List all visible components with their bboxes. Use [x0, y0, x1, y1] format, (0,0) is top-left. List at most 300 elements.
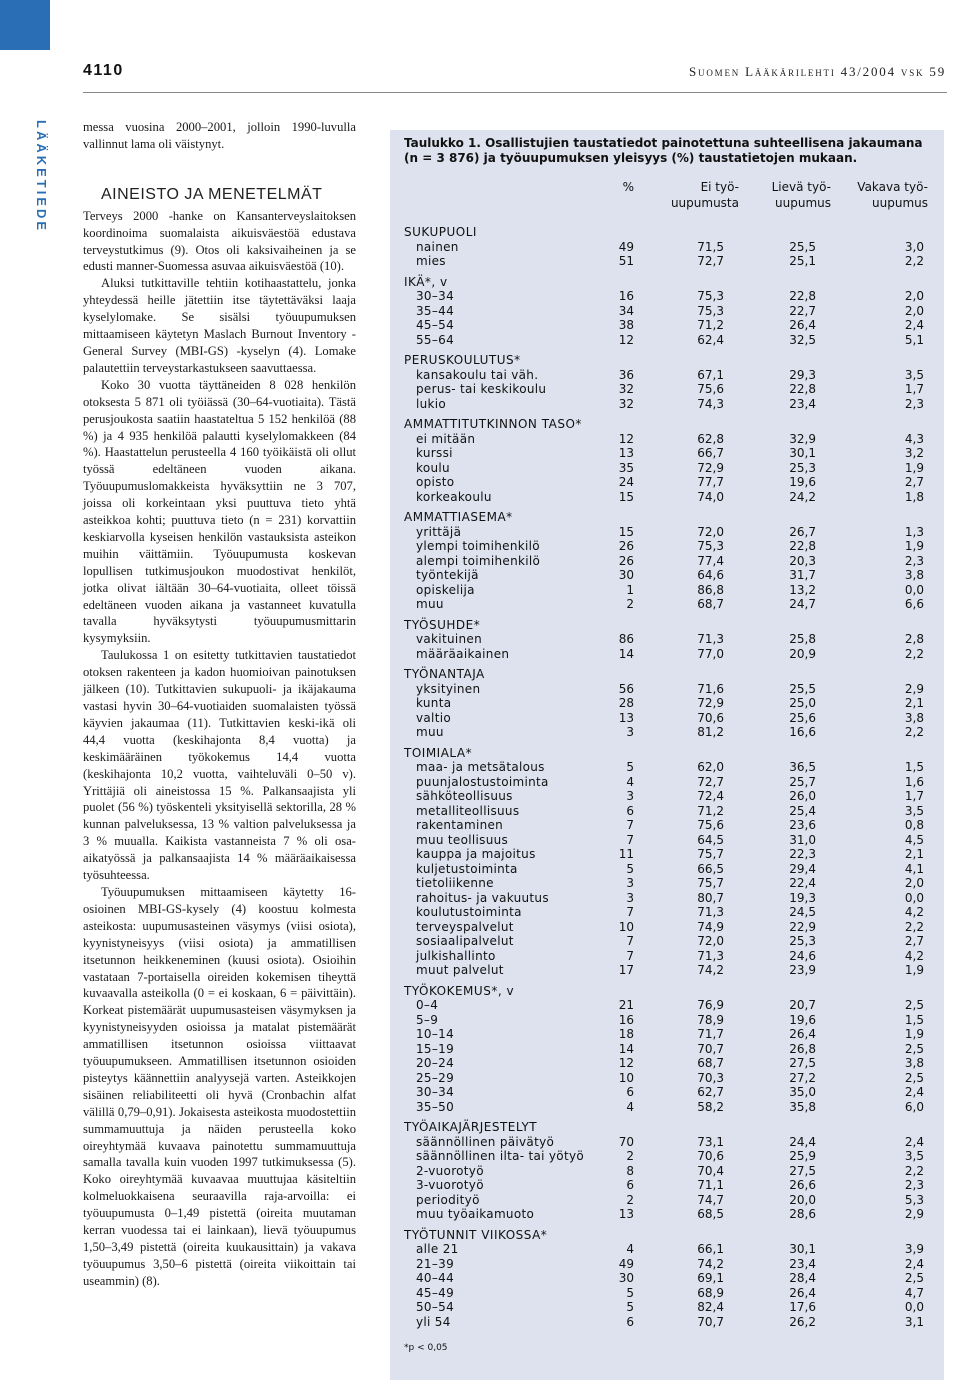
cell-pct: 13 [618, 1207, 634, 1221]
row-label: muu [416, 725, 444, 739]
cell-severe-burnout: 0,0 [904, 890, 924, 905]
row-label: 3-vuorotyö [416, 1178, 484, 1192]
table-row [404, 397, 934, 412]
cell-no-burnout: 77,4 [697, 553, 724, 568]
cell-severe-burnout: 4,2 [904, 905, 924, 919]
table-row [404, 1056, 934, 1071]
cell-severe-burnout: 2,0 [904, 876, 924, 890]
table-row [404, 963, 934, 978]
cell-no-burnout: 64,6 [697, 568, 724, 582]
table-row [404, 554, 934, 569]
cell-pct: 32 [618, 382, 634, 396]
table-row [404, 597, 934, 612]
cell-pct: 6 [626, 1085, 634, 1099]
journal-header: Suomen Lääkärilehti 43/2004 vsk 59 [689, 64, 946, 79]
table-group [404, 984, 934, 1115]
table-row [404, 1135, 934, 1150]
table-row [404, 1013, 934, 1028]
row-label: koulutustoiminta [416, 905, 522, 919]
cell-mild-burnout: 24,6 [789, 948, 816, 963]
cell-severe-burnout: 3,5 [904, 1149, 924, 1163]
cell-pct: 2 [626, 1149, 634, 1163]
table-row [404, 847, 934, 862]
cell-severe-burnout: 2,3 [904, 553, 924, 568]
cell-mild-burnout: 13,2 [789, 582, 816, 597]
row-label: muut palvelut [416, 963, 504, 977]
header-severe-burnout [857, 179, 928, 211]
cell-mild-burnout: 25,6 [789, 710, 816, 725]
cell-pct: 6 [626, 803, 634, 818]
table-group [404, 618, 934, 662]
table-row [404, 1149, 934, 1164]
cell-mild-burnout: 23,6 [789, 818, 816, 832]
table-group [404, 1120, 934, 1222]
cell-mild-burnout: 26,7 [789, 524, 816, 539]
cell-mild-burnout: 25,3 [789, 460, 816, 475]
group-heading: IKÄ*, v [404, 274, 448, 289]
row-label: kurssi [416, 446, 453, 460]
row-label: 55–64 [416, 332, 455, 347]
cell-no-burnout: 86,8 [697, 582, 724, 597]
row-label: 30–34 [416, 1085, 455, 1099]
table-row [404, 682, 934, 697]
cell-severe-burnout: 2,3 [904, 396, 924, 411]
row-label: opiskelija [416, 582, 475, 597]
cell-no-burnout: 71,3 [697, 632, 724, 646]
body-paragraph: Työuupumuksen mittaamiseen käytetty 16-osioinen MBI-GS-kysely (4) koostuu kolmesta asteikosta: uupumusasteinen väsymys (viisi osiota), kyynistyneisyys (viisi osiota) ja ammatillisen itsetunnon heikkeneminen (kuusi osiota). Osioihin vastataan 7-portaisella oireiden kokemisen tiheyttä kuvaavalla asteikolla (0 = ei koskaan, 6 = päivittäin). Korkeat pistemäärät uupumusasteisen väsymyksen ja kyynistyneisyyden osioissa ja matalat pistemäärät ammatillisen itsetunnon osioissa viittaavat työuupumukseen. Ammatillisen itsetunnon osioiden pisteytys käännettiin analyysejä varten. Asteikkojen sisäinen reliabiliteetti oli hyvä (Cronbachin alfat välillä 0,79–0,91). Jokaisesta asteikosta muodostettiin summamuuttuja ja näiden perusteella koko oireyhtymää kuvaava painotettu summamuuttuja samalla tavalla kuin vuoden 1997 tutkimuksessa (5). Koko oireyhtymää kuvaavaa muuttujaa käsiteltiin kolmeluokkaisena seuraavilla raja-arvoilla: ei työuupumusta 0–1,49 pistettä (oireita muutaman kerran vuodessa tai ei lainkaan), lievä työuupumus 1,50–3,49 pistettä (oireita kuukausittain) ja vakava työuupumus 3,50–6 pistettä (oireita viikoittain tai useammin) (8). [83, 884, 356, 1288]
cell-severe-burnout: 2,4 [904, 1085, 924, 1099]
cell-mild-burnout: 29,4 [789, 861, 816, 876]
cell-no-burnout: 70,4 [697, 1163, 724, 1178]
cell-no-burnout: 78,9 [697, 1012, 724, 1027]
cell-mild-burnout: 20,3 [789, 553, 816, 568]
cell-pct: 5 [626, 1285, 634, 1300]
cell-no-burnout: 66,5 [697, 861, 724, 876]
table-header [404, 179, 934, 219]
cell-no-burnout: 62,4 [697, 332, 724, 347]
table-row [404, 475, 934, 490]
cell-mild-burnout: 22,8 [789, 289, 816, 303]
table-row [404, 818, 934, 833]
cell-severe-burnout: 2,7 [904, 934, 924, 948]
cell-severe-burnout: 2,4 [904, 1134, 924, 1149]
cell-severe-burnout: 5,1 [904, 332, 924, 347]
table-row [404, 789, 934, 804]
group-heading: PERUSKOULUTUS* [404, 353, 521, 367]
cell-pct: 26 [618, 553, 634, 568]
table-row [404, 833, 934, 848]
cell-mild-burnout: 19,6 [789, 1012, 816, 1027]
cell-no-burnout: 75,3 [697, 289, 724, 303]
cell-mild-burnout: 26,4 [789, 1027, 816, 1041]
cell-severe-burnout: 2,2 [904, 1163, 924, 1178]
table-row [404, 583, 934, 598]
cell-severe-burnout: 2,9 [904, 681, 924, 696]
cell-severe-burnout: 2,1 [904, 847, 924, 861]
row-label: ylempi toimihenkilö [416, 539, 540, 553]
cell-no-burnout: 66,7 [697, 446, 724, 460]
table-row [404, 368, 934, 383]
cell-mild-burnout: 26,6 [789, 1178, 816, 1192]
table-row [404, 446, 934, 461]
cell-severe-burnout: 2,5 [904, 1271, 924, 1285]
table-row [404, 760, 934, 775]
row-label: vakituinen [416, 632, 482, 646]
cell-no-burnout: 71,3 [697, 948, 724, 963]
table-row [404, 333, 934, 348]
table-row [404, 862, 934, 877]
cell-pct: 3 [626, 890, 634, 905]
cell-no-burnout: 72,0 [697, 934, 724, 948]
corner-color-block [0, 0, 50, 50]
cell-pct: 4 [626, 774, 634, 789]
cell-no-burnout: 71,7 [697, 1027, 724, 1041]
cell-mild-burnout: 25,3 [789, 934, 816, 948]
cell-pct: 7 [626, 948, 634, 963]
cell-severe-burnout: 3,8 [904, 1056, 924, 1070]
row-label: 15–19 [416, 1041, 455, 1056]
row-label: 40–44 [416, 1271, 455, 1285]
cell-pct: 34 [618, 303, 634, 318]
cell-severe-burnout: 0,0 [904, 582, 924, 597]
cell-pct: 6 [626, 1314, 634, 1329]
cell-pct: 51 [618, 254, 634, 268]
cell-no-burnout: 68,7 [697, 597, 724, 611]
cell-mild-burnout: 25,1 [789, 254, 816, 268]
cell-mild-burnout: 24,5 [789, 905, 816, 919]
cell-severe-burnout: 1,5 [904, 760, 924, 774]
header-mild-burnout [772, 179, 831, 211]
cell-mild-burnout: 20,0 [789, 1192, 816, 1207]
cell-no-burnout: 72,4 [697, 789, 724, 803]
cell-pct: 26 [618, 539, 634, 553]
cell-no-burnout: 77,7 [697, 475, 724, 489]
cell-severe-burnout: 5,3 [904, 1192, 924, 1207]
cell-mild-burnout: 16,6 [789, 725, 816, 739]
cell-mild-burnout: 22,8 [789, 382, 816, 396]
row-label: nainen [416, 239, 459, 254]
table-row [404, 998, 934, 1013]
header-mild-burnout-line1: Lievä työ- [771, 180, 831, 194]
table-row [404, 1271, 934, 1286]
cell-severe-burnout: 4,5 [904, 832, 924, 847]
row-label: kuljetustoiminta [416, 861, 518, 876]
row-label: puunjalostustoiminta [416, 774, 549, 789]
cell-no-burnout: 71,1 [697, 1178, 724, 1192]
cell-pct: 5 [626, 760, 634, 774]
row-label: 0–4 [416, 998, 439, 1012]
cell-mild-burnout: 26,2 [789, 1314, 816, 1329]
cell-no-burnout: 70,6 [697, 710, 724, 725]
cell-pct: 5 [626, 861, 634, 876]
cell-mild-burnout: 32,5 [789, 332, 816, 347]
table-row [404, 490, 934, 505]
row-label: muu [416, 597, 444, 611]
cell-severe-burnout: 2,7 [904, 475, 924, 489]
table-row [404, 804, 934, 819]
cell-no-burnout: 58,2 [697, 1099, 724, 1114]
row-label: säännöllinen ilta- tai yötyö [416, 1149, 584, 1163]
cell-severe-burnout: 2,2 [904, 725, 924, 739]
header-severe-burnout-line2: uupumus [872, 196, 928, 210]
cell-severe-burnout: 2,1 [904, 696, 924, 710]
row-label: kunta [416, 696, 452, 710]
row-label: julkishallinto [416, 948, 496, 963]
table-row [404, 1257, 934, 1272]
cell-severe-burnout: 1,9 [904, 1027, 924, 1041]
cell-pct: 30 [618, 568, 634, 582]
cell-no-burnout: 71,2 [697, 318, 724, 332]
table-group [404, 667, 934, 740]
cell-severe-burnout: 2,2 [904, 646, 924, 661]
intro-paragraph: messa vuosina 2000–2001, jolloin 1990-luvulla vallinnut lama oli väistynyt. [83, 120, 356, 151]
cell-severe-burnout: 2,3 [904, 1178, 924, 1192]
cell-mild-burnout: 27,5 [789, 1163, 816, 1178]
cell-mild-burnout: 25,5 [789, 239, 816, 254]
body-paragraph: Koko 30 vuotta täyttäneiden 8 028 henkilön otoksesta 5 871 oli työiässä (30–64-vuotiaita). Tästä perusjoukosta saatiin haastateltua 5 152 henkilöä (88 %) ja 4 935 henkilöä palautti kyselylomakkeen (84 %). Haastattelun perusteella 4 160 työikäistä oli ollut työssä edeltäneen vuoden aikana. Työuupumuslomakkeista hyväksyttiin ne 3 707, joissa oli korkeintaan yksi puuttuva tieto yhtä asteikkoa kohti; puuttuva tieto (n = 231) korvattiin keskiarvolla kyseisen henkilön vastauksista asteikon muihin väittämiin. Työuupumusta koskevan lopullisen tutkimusjoukon muodostivat henkilöt, jotka olivat iältään 30–64-vuotiaita, olleet töissä edeltäneen vuoden aikana ja vastanneet kuvatulla tavalla hyväksytysti työuupumusmittarin kysymyksiin. [83, 377, 356, 646]
cell-severe-burnout: 2,5 [904, 1041, 924, 1056]
cell-mild-burnout: 26,0 [789, 789, 816, 803]
row-label: 10–14 [416, 1027, 455, 1041]
table-row [404, 1071, 934, 1086]
cell-mild-burnout: 28,4 [789, 1271, 816, 1285]
cell-no-burnout: 66,1 [697, 1242, 724, 1256]
row-label: muu työaikamuoto [416, 1207, 535, 1221]
cell-no-burnout: 70,7 [697, 1041, 724, 1056]
cell-no-burnout: 82,4 [697, 1300, 724, 1314]
table-row [404, 775, 934, 790]
row-label: kauppa ja majoitus [416, 847, 536, 861]
cell-no-burnout: 62,8 [697, 431, 724, 446]
group-heading: TOIMIALA* [404, 745, 473, 760]
row-label: määräaikainen [416, 646, 510, 661]
table-row [404, 461, 934, 476]
cell-pct: 4 [626, 1099, 634, 1114]
cell-no-burnout: 74,2 [697, 1256, 724, 1271]
row-label: maa- ja metsätalous [416, 760, 545, 774]
cell-no-burnout: 72,0 [697, 524, 724, 539]
table-row [404, 1286, 934, 1301]
cell-pct: 4 [626, 1242, 634, 1256]
table-body [404, 225, 934, 1329]
table-row [404, 711, 934, 726]
cell-no-burnout: 71,6 [697, 681, 724, 696]
table-group [404, 225, 934, 269]
cell-mild-burnout: 23,4 [789, 1256, 816, 1271]
table-group [404, 510, 934, 612]
cell-mild-burnout: 27,2 [789, 1070, 816, 1085]
cell-severe-burnout: 1,8 [904, 489, 924, 504]
cell-no-burnout: 75,3 [697, 303, 724, 318]
cell-pct: 28 [618, 696, 634, 710]
cell-severe-burnout: 0,8 [904, 818, 924, 832]
table-footnote: *p < 0,05 [404, 1343, 448, 1353]
cell-pct: 7 [626, 832, 634, 847]
row-label: koulu [416, 460, 450, 475]
table-row [404, 647, 934, 662]
cell-no-burnout: 69,1 [697, 1271, 724, 1285]
cell-pct: 3 [626, 876, 634, 890]
table-row [404, 1164, 934, 1179]
cell-mild-burnout: 31,0 [789, 832, 816, 847]
cell-no-burnout: 67,1 [697, 367, 724, 382]
page-number: 4110 [83, 62, 124, 79]
cell-severe-burnout: 1,9 [904, 539, 924, 553]
cell-no-burnout: 70,7 [697, 1314, 724, 1329]
table-panel [390, 130, 944, 1380]
cell-severe-burnout: 3,5 [904, 803, 924, 818]
table-caption: Taulukko 1. Osallistujien taustatiedot painotettuna suhteellisena jakaumana (n = 3 876) ja työuupumuksen yleisyys (%) taustatietojen mukaan. [404, 136, 923, 165]
cell-pct: 38 [618, 318, 634, 332]
group-heading: SUKUPUOLI [404, 225, 477, 239]
cell-severe-burnout: 4,2 [904, 948, 924, 963]
table-group [404, 1228, 934, 1330]
cell-mild-burnout: 31,7 [789, 568, 816, 582]
cell-mild-burnout: 24,4 [789, 1134, 816, 1149]
cell-mild-burnout: 20,9 [789, 646, 816, 661]
cell-mild-burnout: 25,7 [789, 774, 816, 789]
table-row [404, 525, 934, 540]
cell-severe-burnout: 2,4 [904, 318, 924, 332]
header-no-burnout-line1: Ei työ- [700, 180, 739, 194]
table-row [404, 432, 934, 447]
cell-no-burnout: 76,9 [697, 998, 724, 1012]
cell-mild-burnout: 35,8 [789, 1099, 816, 1114]
table-group [404, 417, 934, 504]
cell-pct: 1 [626, 582, 634, 597]
cell-mild-burnout: 23,9 [789, 963, 816, 977]
row-label: yksityinen [416, 681, 481, 696]
table-row [404, 920, 934, 935]
cell-pct: 14 [618, 1041, 634, 1056]
group-heading: TYÖKOKEMUS*, v [404, 983, 515, 998]
cell-no-burnout: 75,3 [697, 539, 724, 553]
cell-severe-burnout: 3,1 [904, 1314, 924, 1329]
cell-pct: 21 [618, 998, 634, 1012]
cell-no-burnout: 77,0 [697, 646, 724, 661]
row-label: alempi toimihenkilö [416, 553, 541, 568]
cell-pct: 13 [618, 446, 634, 460]
cell-mild-burnout: 22,4 [789, 876, 816, 890]
section-heading: AINEISTO JA MENETELMÄT [101, 185, 323, 203]
cell-severe-burnout: 1,9 [904, 963, 924, 977]
cell-mild-burnout: 25,5 [789, 681, 816, 696]
table-row [404, 382, 934, 397]
cell-mild-burnout: 26,8 [789, 1041, 816, 1056]
cell-no-burnout: 62,7 [697, 1085, 724, 1099]
row-label: kansakoulu tai väh. [416, 367, 539, 382]
body-paragraph: Taulukossa 1 on esitetty tutkittavien taustatiedot otoksen rakenteen ja kadon huomioivan painotuksen jälkeen (10). Tutkittavien sukupuoli- ja ikäjakauma vastasi hyvin 30–64-vuotiaiden suomalaisten työssä käyvien jakaumaa (11). Tutkittavien keski-ikä oli 44,4 vuotta (keskihajonta 8,4 vuotta) ja keskimääräinen työkokemus 14,4 vuotta (keskihajonta 10,2 vuotta, vaihteluväli 0–50 v). Yrittäjiä oli aineistossa 15 %. Palkansaajista yli puolet (56 %) työskenteli yksityisellä sektorilla, 28 % kunnan palveluksessa, 13 % valtion palveluksessa ja 3 % muualla. Kaikista vastanneista 7 % oli osa-aikatyössä ja palkansaajista 14 % määräaikaisessa työsuhteessa. [83, 648, 356, 883]
table-row [404, 304, 934, 319]
row-label: 35–44 [416, 303, 455, 318]
body-paragraph: Terveys 2000 -hanke on Kansanterveyslaitoksen koordinoima suomalaista aikuisväestöä edustava terveystutkimus (9). Otos oli kaksivaiheinen ja se edusti manner-Suomessa asuvaa aikuisväestöä (10). [83, 208, 356, 274]
cell-no-burnout: 72,7 [697, 254, 724, 268]
cell-severe-burnout: 1,3 [904, 524, 924, 539]
row-label: 30–34 [416, 289, 455, 303]
cell-pct: 36 [618, 367, 634, 382]
row-label: 45–49 [416, 1285, 455, 1300]
cell-no-burnout: 74,7 [697, 1192, 724, 1207]
cell-no-burnout: 70,6 [697, 1149, 724, 1163]
cell-pct: 86 [618, 632, 634, 646]
table-row [404, 876, 934, 891]
table-row [404, 240, 934, 255]
cell-severe-burnout: 2,2 [904, 254, 924, 268]
cell-no-burnout: 70,3 [697, 1070, 724, 1085]
cell-severe-burnout: 2,0 [904, 289, 924, 303]
cell-pct: 13 [618, 710, 634, 725]
cell-mild-burnout: 25,9 [789, 1149, 816, 1163]
cell-pct: 2 [626, 597, 634, 611]
header-severe-burnout-line1: Vakava työ- [857, 180, 928, 194]
row-label: 20–24 [416, 1056, 455, 1070]
table-row [404, 632, 934, 647]
cell-severe-burnout: 1,7 [904, 382, 924, 396]
cell-no-burnout: 68,5 [697, 1207, 724, 1221]
cell-pct: 3 [626, 789, 634, 803]
table-row [404, 254, 934, 269]
table-row [404, 1027, 934, 1042]
row-label: 25–29 [416, 1070, 455, 1085]
cell-pct: 14 [618, 646, 634, 661]
cell-severe-burnout: 1,5 [904, 1012, 924, 1027]
group-heading: TYÖTUNNIT VIIKOSSA* [404, 1227, 548, 1242]
cell-no-burnout: 68,7 [697, 1056, 724, 1070]
cell-pct: 6 [626, 1178, 634, 1192]
cell-pct: 12 [618, 431, 634, 446]
cell-severe-burnout: 6,0 [904, 1099, 924, 1114]
cell-no-burnout: 72,9 [697, 696, 724, 710]
row-label: 45–54 [416, 318, 455, 332]
cell-pct: 12 [618, 1056, 634, 1070]
row-label: metalliteollisuus [416, 803, 520, 818]
cell-mild-burnout: 17,6 [789, 1300, 816, 1314]
table-row [404, 934, 934, 949]
cell-severe-burnout: 2,2 [904, 919, 924, 934]
section-label: LÄÄKETIEDE [34, 120, 49, 234]
table-row [404, 949, 934, 964]
cell-mild-burnout: 25,8 [789, 632, 816, 646]
cell-mild-burnout: 20,7 [789, 998, 816, 1012]
header-rule [83, 92, 947, 93]
cell-pct: 7 [626, 818, 634, 832]
table-row [404, 1300, 934, 1315]
group-heading: TYÖNANTAJA [404, 667, 485, 681]
cell-mild-burnout: 29,3 [789, 367, 816, 382]
cell-severe-burnout: 1,6 [904, 774, 924, 789]
cell-mild-burnout: 22,7 [789, 303, 816, 318]
cell-pct: 11 [618, 847, 634, 861]
table-group [404, 275, 934, 348]
table-row [404, 539, 934, 554]
cell-no-burnout: 75,7 [697, 876, 724, 890]
table-row [404, 1178, 934, 1193]
cell-mild-burnout: 26,4 [789, 1285, 816, 1300]
table-row [404, 1193, 934, 1208]
header-no-burnout [671, 179, 739, 211]
row-label: säännöllinen päivätyö [416, 1134, 555, 1149]
row-label: lukio [416, 396, 447, 411]
row-label: korkeakoulu [416, 489, 492, 504]
header-pct: % [622, 180, 634, 194]
table-group [404, 353, 934, 411]
cell-mild-burnout: 19,3 [789, 890, 816, 905]
cell-no-burnout: 74,2 [697, 963, 724, 977]
cell-no-burnout: 75,6 [697, 818, 724, 832]
row-label: terveyspalvelut [416, 919, 514, 934]
cell-pct: 10 [618, 1070, 634, 1085]
cell-pct: 15 [618, 524, 634, 539]
